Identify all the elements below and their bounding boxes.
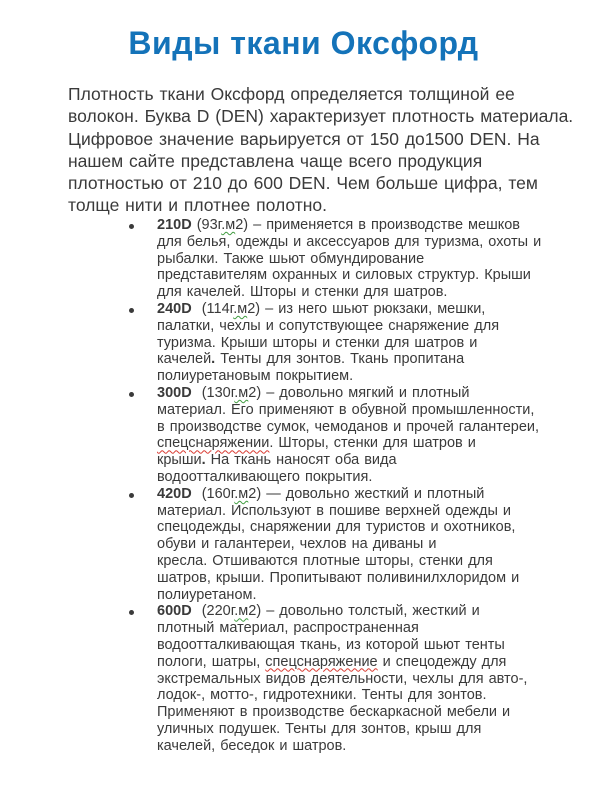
text-segment: крыши [157, 452, 202, 469]
text-segment: палатки, чехлы и сопутствующее снаряжение для [157, 317, 500, 334]
text-segment: толще нити и плотнее полотно. [68, 195, 327, 216]
text-line [157, 721, 557, 738]
text-segment: 2) – довольно мягкий и плотный [248, 384, 470, 401]
fabric-density-list [157, 217, 557, 755]
text-segment: (160г [191, 485, 235, 502]
text-line [157, 503, 557, 520]
text-segment: На ткань наносят оба вида [205, 452, 397, 469]
text-line [157, 738, 557, 755]
text-segment: плотностью от 210 до 600 DEN. Чем больше цифра, тем [68, 173, 538, 194]
text-line [157, 351, 557, 368]
text-segment: нашем сайте представлена чаще всего продукция [68, 150, 483, 171]
density-label: . [201, 452, 206, 469]
text-segment: рыбалки. Также шьют обмундирование [157, 250, 425, 267]
text-segment: Цифровое значение варьируется от 150 до1500 DEN. На [68, 128, 540, 149]
text-line [157, 687, 557, 704]
grammar-flagged-text: .м [234, 384, 249, 401]
text-segment: представителям охранных и силовых структур. Крыши [157, 267, 531, 284]
grammar-flagged-text: .м [234, 603, 249, 620]
text-line [157, 620, 557, 637]
text-line [157, 637, 557, 654]
grammar-flagged-text: .м [233, 300, 248, 317]
text-segment: 2) – довольно толстый, жесткий и [248, 603, 480, 620]
text-segment: материал. Используют в пошиве верхней одежды и [157, 502, 512, 519]
text-line [157, 435, 557, 452]
text-line [68, 150, 568, 172]
density-label: 210D [157, 217, 192, 233]
text-segment: качелей, беседок и шатров. [157, 737, 347, 754]
text-segment: лодок-, мотто-, гидротехники. Тенты для зонтов. [157, 687, 487, 704]
density-label: 240D [157, 300, 192, 317]
text-segment: водоотталкивающая ткань, из которой шьют тенты [157, 636, 505, 653]
text-line [157, 486, 557, 503]
text-segment: шатров, крыши. Пропитывают поливинилхлоридом и [157, 569, 520, 586]
text-line [68, 105, 574, 127]
text-segment: пологи, шатры, [157, 653, 266, 670]
text-segment: материал. Его применяют в обувной промышленности, [157, 401, 535, 418]
text-line [157, 452, 557, 469]
text-line [157, 536, 557, 553]
text-line [157, 335, 557, 352]
text-line [157, 469, 557, 486]
text-segment: уличных подушек. Тенты для зонтов, крыш для [157, 720, 482, 737]
text-line [157, 704, 557, 721]
density-label: 600D [157, 603, 192, 620]
text-segment: 2) — довольно жесткий и плотный [248, 485, 485, 502]
text-segment: 2) – из него шьют рюкзаки, мешки, [247, 300, 486, 317]
text-line [157, 234, 557, 251]
text-line [157, 385, 557, 402]
text-segment: . Шторы, стенки для шатров и [269, 435, 476, 452]
text-line [68, 83, 568, 105]
page-title: Виды ткани Оксфорд [128, 25, 479, 61]
grammar-flagged-text: .м [234, 485, 249, 502]
text-line [157, 318, 557, 335]
text-line [68, 172, 568, 194]
text-segment: Тенты для зонтов. Ткань пропитана [215, 351, 465, 368]
text-segment: туризма. Крыши шторы и стенки для шатров и [157, 334, 478, 351]
text-line [157, 368, 557, 385]
text-segment: кресла. Отшиваются плотные шторы, стенки для [157, 552, 493, 569]
density-label: 300D [157, 384, 192, 401]
text-line [157, 419, 557, 436]
text-segment: (93г [191, 217, 222, 233]
text-line [157, 553, 557, 570]
text-segment: экстремальных видов деятельности, чехлы для авто-, [157, 670, 528, 687]
text-segment: Плотность ткани Оксфорд определяется толщиной ее [68, 84, 515, 104]
text-line [68, 194, 568, 216]
text-line [157, 603, 557, 620]
text-line [157, 251, 557, 268]
text-line [157, 301, 557, 318]
text-segment: в производстве сумок, чемоданов и прочей галантереи, [157, 418, 540, 435]
text-line [68, 128, 568, 150]
spellcheck-flagged-text: спецснаряжение [265, 653, 378, 670]
spellcheck-flagged-text: спецснаряжении [157, 435, 270, 452]
text-segment: спецодежды, снаряжении для туристов и охотников, [157, 519, 516, 536]
text-line [157, 654, 557, 671]
text-line [157, 570, 557, 587]
text-segment: волокон. Буква D (DEN) характеризует плотность материала. [68, 106, 574, 127]
text-segment: полиуретановым покрытием. [157, 368, 354, 385]
text-segment: Применяют в производстве бескаркасной мебели и [157, 704, 511, 721]
text-segment: для белья, одежды и аксессуаров для туризма, охоты и [157, 233, 542, 250]
grammar-flagged-text: .м [221, 217, 236, 233]
text-line [157, 284, 557, 301]
text-segment: обуви и галантереи, чехлов на диваны и [157, 536, 437, 553]
list-item-600D [157, 603, 557, 754]
text-segment: плотный материал, распространенная [157, 620, 419, 637]
text-segment: водоотталкивающего покрытия. [157, 468, 373, 485]
density-label: 420D [157, 485, 192, 502]
text-segment: (130г [191, 384, 235, 401]
text-segment: качелей [157, 351, 212, 368]
text-line [157, 587, 557, 604]
intro-paragraph [68, 83, 574, 217]
text-line [157, 217, 557, 234]
text-segment: для качелей. Шторы и стенки для шатров. [157, 284, 448, 301]
text-segment: (220г [191, 603, 235, 620]
text-segment: 2) – применяется в производстве мешков [235, 217, 520, 233]
list-item-300D [157, 385, 557, 486]
text-line [157, 402, 557, 419]
density-label: . [211, 351, 216, 368]
text-line [157, 267, 557, 284]
list-item-210D [157, 217, 557, 301]
text-line [157, 671, 557, 688]
text-segment: и спецодежду для [377, 653, 507, 670]
list-item-420D [157, 486, 557, 604]
text-segment: (114г [191, 300, 234, 317]
text-segment: полиуретаном. [157, 586, 257, 603]
list-item-240D [157, 301, 557, 385]
text-line [157, 519, 557, 536]
